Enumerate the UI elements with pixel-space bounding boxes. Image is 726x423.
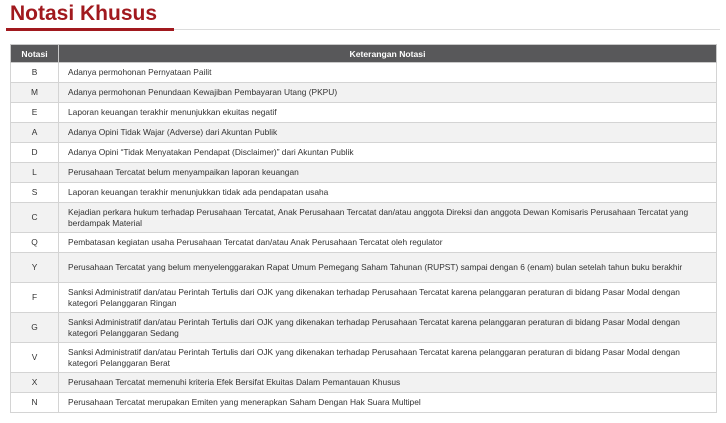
table-row: [11, 143, 717, 163]
notasi-description: Kejadian perkara hukum terhadap Perusahaan Tercatat, Anak Perusahaan Tercatat dan/atau anggota Direksi dan anggota Dewan Komisaris Perusahaan Tercatat yang berdampak Material: [59, 203, 717, 233]
table-row: [11, 393, 717, 413]
notasi-code: X: [11, 373, 59, 393]
notasi-description: Adanya permohonan Penundaan Kewajiban Pembayaran Utang (PKPU): [59, 83, 717, 103]
column-header-notasi: Notasi: [11, 45, 59, 63]
page-header: [6, 0, 726, 32]
notasi-description: Adanya Opini “Tidak Menyatakan Pendapat (Disclaimer)” dari Akuntan Publik: [59, 143, 717, 163]
notasi-description: Laporan keuangan terakhir menunjukkan tidak ada pendapatan usaha: [59, 183, 717, 203]
notasi-code: B: [11, 63, 59, 83]
notasi-code: A: [11, 123, 59, 143]
table-row: [11, 233, 717, 253]
notasi-code: F: [11, 283, 59, 313]
page-title: Notasi Khusus: [10, 2, 158, 25]
column-header-keterangan: Keterangan Notasi: [59, 45, 717, 63]
table-row: [11, 123, 717, 143]
table-row: [11, 83, 717, 103]
table-header-row: [11, 45, 717, 63]
notasi-description: Perusahaan Tercatat yang belum menyelenggarakan Rapat Umum Pemegang Saham Tahunan (RUPST) sampai dengan 6 (enam) bulan setelah tahun buku berakhir: [59, 253, 717, 283]
notasi-description: Perusahaan Tercatat merupakan Emiten yang menerapkan Saham Dengan Hak Suara Multipel: [59, 393, 717, 413]
notasi-table: [10, 44, 717, 413]
notasi-code: Q: [11, 233, 59, 253]
notasi-description: Pembatasan kegiatan usaha Perusahaan Tercatat dan/atau Anak Perusahaan Tercatat oleh regulator: [59, 233, 717, 253]
table-row: [11, 103, 717, 123]
notasi-code: L: [11, 163, 59, 183]
notasi-description: Laporan keuangan terakhir menunjukkan ekuitas negatif: [59, 103, 717, 123]
notasi-code: G: [11, 313, 59, 343]
table-row: [11, 343, 717, 373]
notasi-description: Sanksi Administratif dan/atau Perintah Tertulis dari OJK yang dikenakan terhadap Perusahaan Tercatat karena pelanggaran peraturan di bidang Pasar Modal dengan kategori Pelanggaran Sedang: [59, 313, 717, 343]
table-row: [11, 253, 717, 283]
notasi-description: Sanksi Administratif dan/atau Perintah Tertulis dari OJK yang dikenakan terhadap Perusahaan Tercatat karena pelanggaran peraturan di bidang Pasar Modal dengan kategori Pelanggaran Ringan: [59, 283, 717, 313]
title-underline-accent: [6, 28, 174, 31]
table-row: [11, 283, 717, 313]
notasi-code: E: [11, 103, 59, 123]
notasi-description: Adanya Opini Tidak Wajar (Adverse) dari Akuntan Publik: [59, 123, 717, 143]
notasi-code: D: [11, 143, 59, 163]
notasi-description: Perusahaan Tercatat belum menyampaikan laporan keuangan: [59, 163, 717, 183]
notasi-description: Sanksi Administratif dan/atau Perintah Tertulis dari OJK yang dikenakan terhadap Perusahaan Tercatat karena pelanggaran peraturan di bidang Pasar Modal dengan kategori Pelanggaran Berat: [59, 343, 717, 373]
table-row: [11, 163, 717, 183]
table-row: [11, 183, 717, 203]
notasi-description: Adanya permohonan Pernyataan Pailit: [59, 63, 717, 83]
notasi-code: Y: [11, 253, 59, 283]
notasi-code: S: [11, 183, 59, 203]
notasi-code: M: [11, 83, 59, 103]
table-row: [11, 313, 717, 343]
notasi-code: N: [11, 393, 59, 413]
table-row: [11, 373, 717, 393]
table-row: [11, 203, 717, 233]
notasi-code: V: [11, 343, 59, 373]
table-row: [11, 63, 717, 83]
notasi-description: Perusahaan Tercatat memenuhi kriteria Efek Bersifat Ekuitas Dalam Pemantauan Khusus: [59, 373, 717, 393]
notasi-code: C: [11, 203, 59, 233]
